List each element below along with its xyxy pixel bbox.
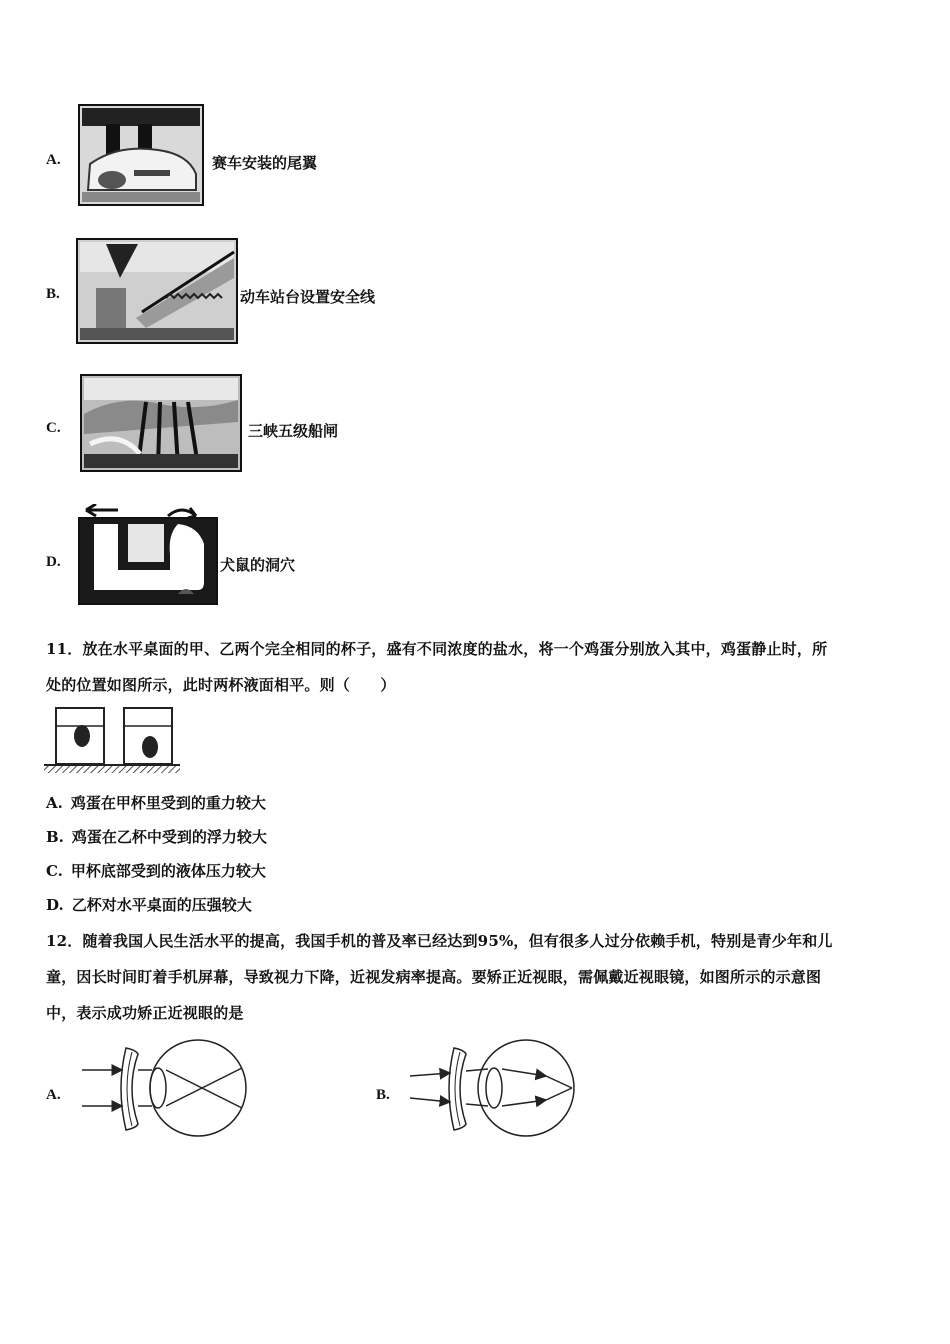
eye-lens-diagram-b <box>410 1036 576 1140</box>
q11-option-a[interactable] <box>46 792 266 813</box>
option-caption: 三峡五级船闸 <box>248 422 339 440</box>
option-letter: B. <box>46 286 60 302</box>
race-car-wing-photo <box>78 104 204 206</box>
q11-option-c[interactable] <box>46 860 266 881</box>
q11-text-line-1: 11．放在水平桌面的甲、乙两个完全相同的杯子，盛有不同浓度的盐水，将一个鸡蛋分别放入其中，鸡蛋静止时，所 <box>46 640 828 658</box>
option-caption: 动车站台设置安全线 <box>240 288 376 306</box>
option-letter: C. <box>46 862 63 880</box>
option-letter: A. <box>46 152 61 168</box>
q12-text-line-2: 童，因长时间盯着手机屏幕，导致视力下降，近视发病率提高。要矫正近视眼，需佩戴近视眼镜，如图所示的示意图 <box>46 968 822 986</box>
option-text: 鸡蛋在乙杯中受到的浮力较大 <box>71 828 267 846</box>
two-cups-egg-diagram <box>44 706 180 774</box>
option-letter: B. <box>46 828 64 846</box>
q11-option-d[interactable] <box>46 894 252 915</box>
option-letter: D. <box>46 896 64 914</box>
option-text: 鸡蛋在甲杯里受到的重力较大 <box>70 794 266 812</box>
option-caption: 赛车安装的尾翼 <box>212 154 318 172</box>
eye-lens-diagram-a <box>82 1036 248 1140</box>
q11-option-b[interactable] <box>46 826 267 847</box>
option-letter: D. <box>46 554 61 570</box>
q12-text-line-3: 中，表示成功矫正近视眼的是 <box>46 1004 244 1022</box>
q11-text-line-2: 处的位置如图所示，此时两杯液面相平。则（ ） <box>46 676 396 694</box>
option-letter: B. <box>376 1087 390 1103</box>
ship-lock-photo <box>80 374 242 472</box>
option-text: 甲杯底部受到的液体压力较大 <box>70 862 266 880</box>
option-letter: A. <box>46 1087 61 1103</box>
option-caption: 犬鼠的洞穴 <box>220 556 296 574</box>
option-letter: A. <box>46 794 63 812</box>
q12-text-line-1: 12．随着我国人民生活水平的提高，我国手机的普及率已经达到95%，但有很多人过分依赖手机，特别是青少年和儿 <box>46 932 833 950</box>
option-text: 乙杯对水平桌面的压强较大 <box>71 896 252 914</box>
option-letter: C. <box>46 420 61 436</box>
train-platform-photo <box>76 238 238 344</box>
prairie-dog-burrow-diagram <box>78 504 218 606</box>
